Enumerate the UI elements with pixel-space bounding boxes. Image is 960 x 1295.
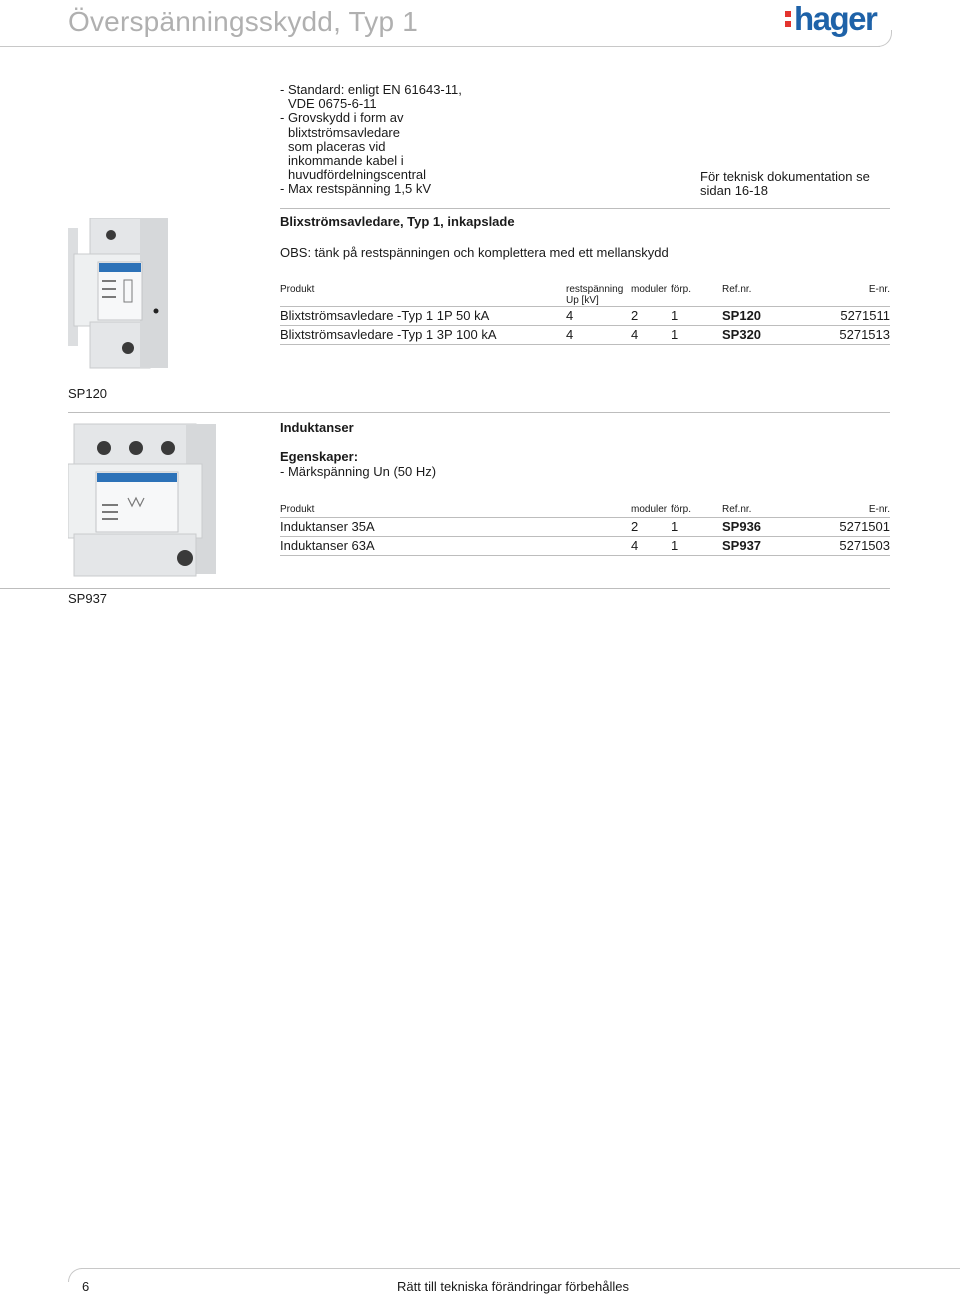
page-title: Överspänningsskydd, Typ 1: [68, 6, 419, 37]
section-heading-inductors: Induktanser: [280, 420, 354, 435]
product-image-sp937: [68, 422, 220, 578]
cell-enr: 5271513: [839, 327, 890, 342]
cell-modules: 2: [631, 519, 639, 534]
cell-ref: SP320: [722, 327, 762, 342]
cell-enr: 5271503: [839, 538, 890, 553]
footer-divider-curve: [68, 1268, 82, 1282]
table-rule: [280, 536, 890, 537]
feature-line: huvudfördelningscentral: [288, 167, 427, 183]
surge-arrester-device-icon: [68, 218, 174, 370]
inductor-device-icon: [68, 422, 220, 578]
logo-dot-icon: [785, 21, 791, 27]
inductor-table: [280, 502, 890, 554]
col-header-pack: förp.: [671, 504, 692, 515]
section-divider: [280, 208, 890, 209]
feature-line: - Grovskydd i form av: [280, 110, 404, 126]
cell-ref: SP120: [722, 308, 762, 323]
cell-modules: 4: [631, 538, 639, 553]
image-caption-sp937: SP937: [68, 591, 108, 606]
cell-ref: SP936: [722, 519, 762, 534]
col-header-modules: moduler: [631, 504, 668, 515]
header-divider: [0, 46, 880, 47]
cell-enr: 5271501: [839, 519, 890, 534]
col-header-enr: E-nr.: [868, 284, 890, 295]
cell-product: Blixtströmsavledare -Typ 1 1P 50 kA: [280, 308, 490, 323]
doc-note-line: sidan 16-18: [700, 183, 768, 199]
section-heading-surge-arresters: Blixströmsavledare, Typ 1, inkapslade: [280, 214, 515, 229]
section-divider: [68, 412, 890, 413]
documentation-note: [700, 170, 870, 198]
feature-line: blixtströmsavledare: [288, 124, 400, 140]
logo-wordmark: hager: [794, 0, 877, 37]
col-header-ref: Ref.nr.: [722, 284, 752, 295]
hager-logo: [780, 0, 880, 40]
col-header-residual-voltage: restspänning: [566, 284, 624, 295]
cell-product: Induktanser 63A: [280, 538, 375, 553]
cell-enr: 5271511: [840, 308, 890, 323]
cell-residual: 4: [566, 308, 574, 323]
doc-note-line: För teknisk dokumentation se: [700, 169, 870, 184]
col-header-ref: Ref.nr.: [722, 504, 752, 515]
surge-arrester-table: [280, 282, 890, 344]
cell-product: Blixtströmsavledare -Typ 1 3P 100 kA: [280, 327, 497, 342]
feature-list: [280, 83, 462, 197]
feature-line: VDE 0675-6-11: [288, 96, 377, 112]
footer-note: Rätt till tekniska förändringar förbehålles: [397, 1279, 629, 1294]
feature-line: - Max restspänning 1,5 kV: [280, 181, 432, 197]
section-note: OBS: tänk på restspänningen och komplettera med ett mellanskydd: [280, 245, 669, 260]
cell-pack: 1: [671, 519, 679, 534]
col-header-pack: förp.: [671, 284, 692, 295]
table-rule: [280, 517, 890, 518]
col-header-product: Produkt: [280, 504, 315, 515]
feature-line: som placeras vid: [288, 138, 386, 154]
col-header-residual-voltage-unit: Up [kV]: [566, 295, 599, 306]
footer-divider: [81, 1268, 960, 1269]
table-rule: [280, 344, 890, 345]
cell-residual: 4: [566, 327, 574, 342]
properties-line: - Märkspänning Un (50 Hz): [280, 464, 437, 479]
section-divider: [0, 588, 890, 589]
col-header-product: Produkt: [280, 284, 315, 295]
cell-pack: 1: [671, 327, 679, 342]
cell-pack: 1: [671, 538, 679, 553]
cell-pack: 1: [671, 308, 679, 323]
cell-modules: 4: [631, 327, 639, 342]
cell-ref: SP937: [722, 538, 762, 553]
col-header-modules: moduler: [631, 284, 668, 295]
feature-line: - Standard: enligt EN 61643-11,: [280, 82, 462, 97]
col-header-enr: E-nr.: [868, 504, 890, 515]
page-number: 6: [82, 1279, 90, 1294]
image-caption-sp120: SP120: [68, 386, 108, 401]
header-divider-curve: [878, 30, 892, 47]
table-rule: [280, 325, 890, 326]
cell-modules: 2: [631, 308, 639, 323]
cell-product: Induktanser 35A: [280, 519, 375, 534]
product-image-sp120: [68, 218, 174, 370]
properties-heading: Egenskaper:: [280, 449, 359, 464]
table-rule: [280, 555, 890, 556]
logo-dot-icon: [785, 11, 791, 17]
feature-line: inkommande kabel i: [288, 153, 404, 169]
table-rule: [280, 306, 890, 307]
